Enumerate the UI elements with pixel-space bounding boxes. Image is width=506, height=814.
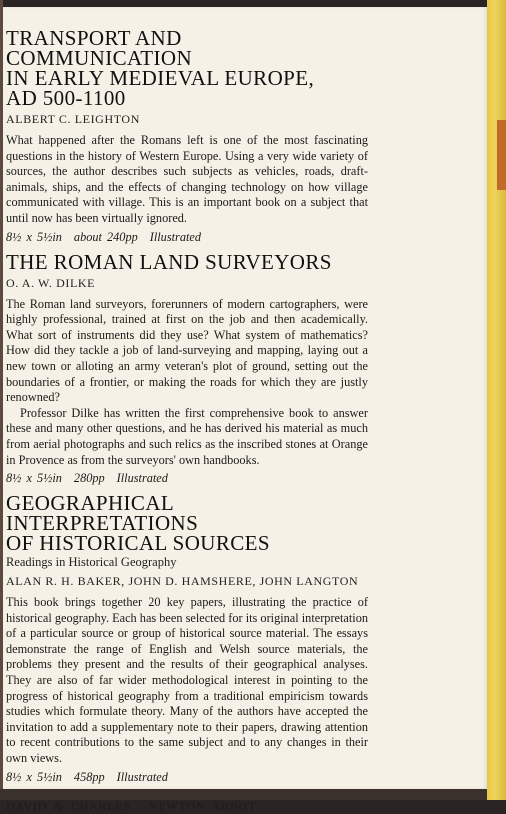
book-title-line: IN EARLY MEDIEVAL EUROPE, xyxy=(6,66,315,90)
book-title-line: AD 500-1100 xyxy=(6,86,126,110)
publisher-imprint: DAVID & CHARLES : NEWTON ABBOT xyxy=(6,798,257,813)
book-pages: about 240pp xyxy=(73,229,138,244)
book-illustrated: Illustrated xyxy=(149,229,201,244)
book-description: This book brings together 20 key papers, illustrating the practice of historical geography. Each has been selected for its original interpretation of a particular source or group of historical source material. The essays demonstrate the range of English and Welsh source materials, the problems they present and the results of their geographical analyses. They are also of far wider methodological interest in pointing to the progress of historical geography from a traditional empiricism towards studies which formulate theory. Many of the authors have accepted the invitation to add a supplementary note to their papers, drawing attention to recent contributions to the same subject and to any changes in their own views. xyxy=(6,595,368,766)
book-author: ALBERT C. LEIGHTON xyxy=(6,112,140,126)
book-author: O. A. W. DILKE xyxy=(6,275,96,290)
book-illustrated: Illustrated xyxy=(116,471,168,486)
book-author: ALAN R. H. BAKER, JOHN D. HAMSHERE, JOHN LANGTON xyxy=(6,574,359,589)
book-specs xyxy=(6,230,368,245)
book-entry-geographical-interpretations xyxy=(6,493,368,785)
book-specs xyxy=(6,471,368,486)
book-pages: 458pp xyxy=(73,769,105,784)
book-pages: 280pp xyxy=(73,471,105,486)
book-description: What happened after the Romans left is one of the most fascinating questions in the history of Western Europe. Using a very wide variety of sources, the author describes such subjects as vehicles, roads, draft-animals, ships, and the effects of changing technology on how village communicated with village. This is an important book on a subject that until now has been virtually ignored. xyxy=(6,133,368,225)
book-list xyxy=(6,28,368,814)
book-entry-transport xyxy=(6,28,368,245)
book-format: 8½ x 5½in xyxy=(6,769,62,784)
book-entry-roman-surveyors xyxy=(6,249,368,487)
book-format: 8½ x 5½in xyxy=(6,471,62,486)
book-description-continued: Professor Dilke has written the first comprehensive book to answer these and many other questions, and he has derived his material as much from aerial photographs and such relics as the inscribed stones at Orange in Provence as from the surveyors' own handbooks. xyxy=(6,405,368,467)
book-illustrated: Illustrated xyxy=(116,769,168,784)
book-title-line: TRANSPORT AND COMMUNICATION xyxy=(6,26,193,70)
book-title xyxy=(6,28,368,108)
book-title xyxy=(6,491,368,556)
book-specs xyxy=(6,770,368,785)
book-title-line: GEOGRAPHICAL INTERPRETATIONS xyxy=(6,491,199,536)
book-title-line: THE ROMAN LAND SURVEYORS xyxy=(6,249,332,274)
book-title-line: OF HISTORICAL SOURCES xyxy=(6,531,270,556)
book-description: The Roman land surveyors, forerunners of modern cartographers, were highly professional, trained at first on the job and then academically. What sort of instruments did they use? What system of mathematics? How did they tackle a job of land-surveying and mapping, laying out a new town or alloting an army veteran's plot of ground, setting out the boundaries of a frontier, or making the roads for which they are justly renowned? xyxy=(6,296,368,405)
jacket-edge-mark xyxy=(497,120,506,190)
book-format: 8½ x 5½in xyxy=(6,229,62,244)
book-subtitle: Readings in Historical Geography xyxy=(6,555,177,570)
book-title xyxy=(6,249,368,274)
